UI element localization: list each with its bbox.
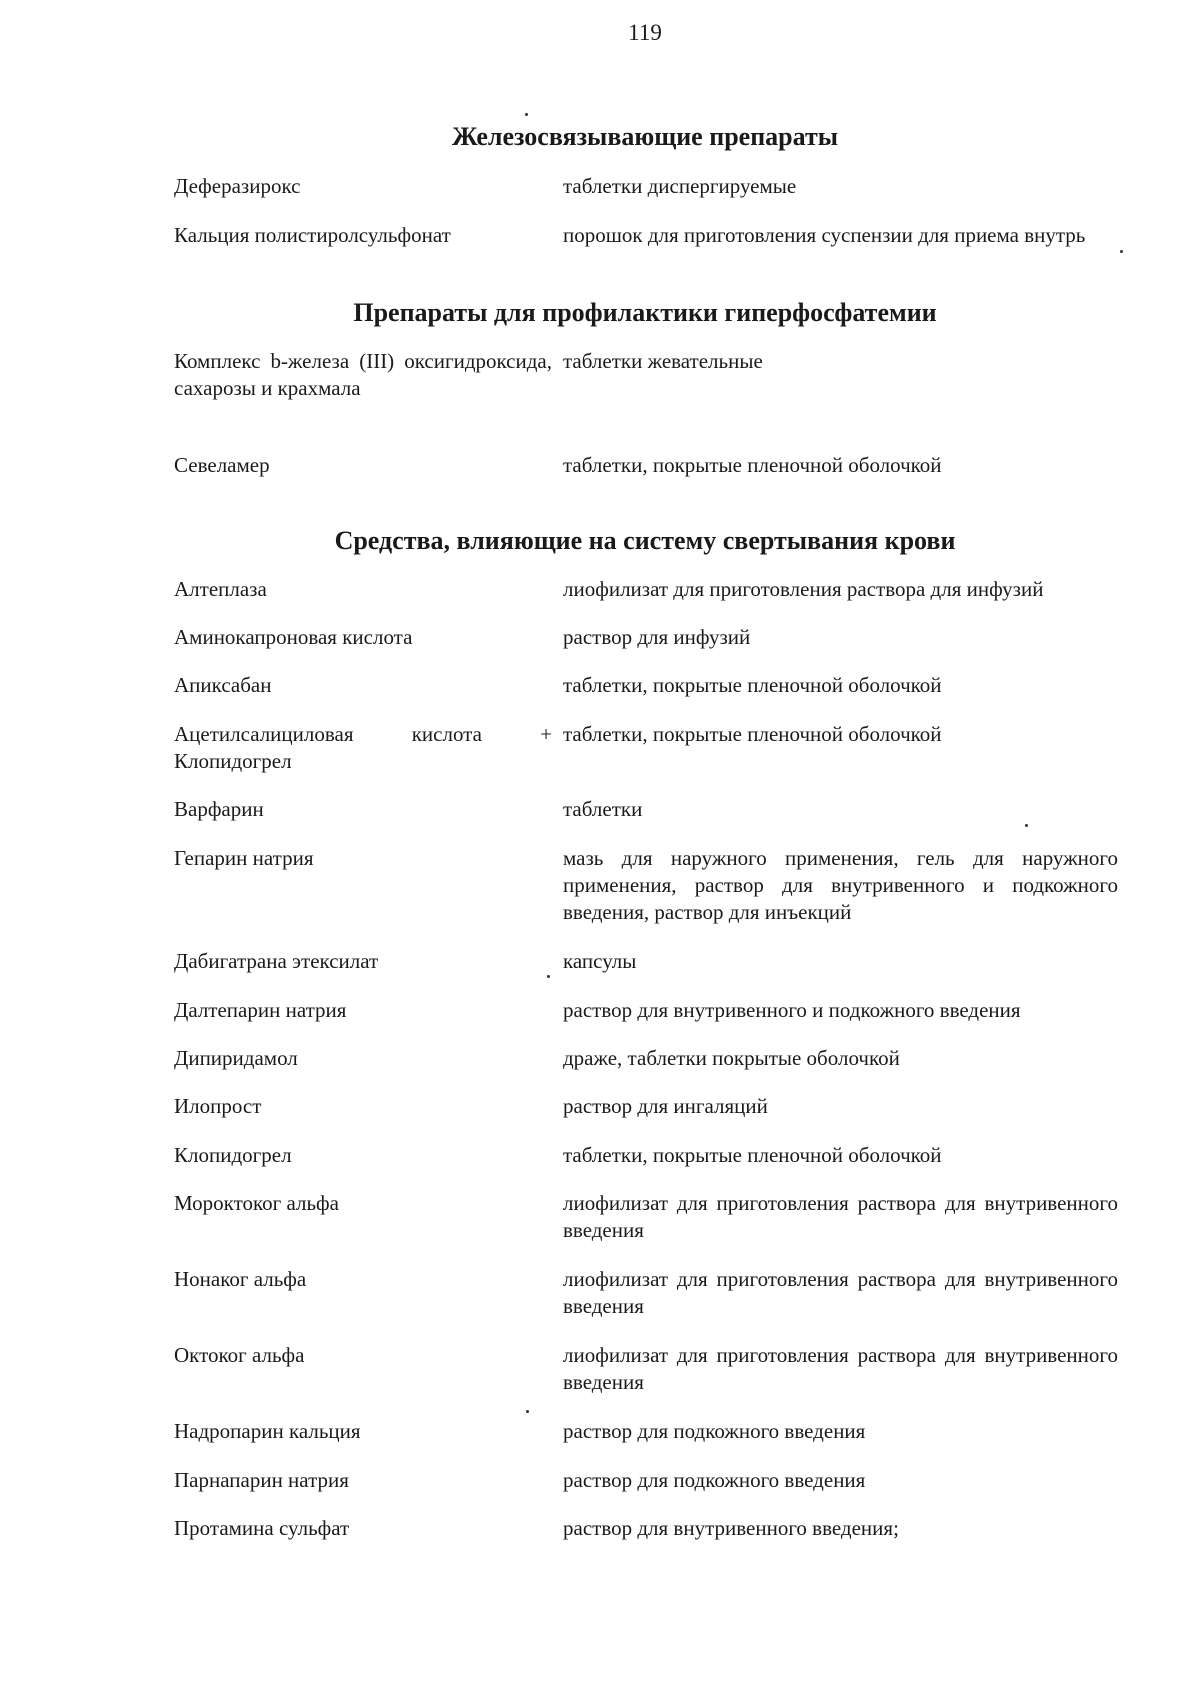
drug-name: Кальция полистиролсульфонат <box>174 223 451 247</box>
drug-form: таблетки, покрытые пленочной оболочкой <box>563 673 942 697</box>
drug-name: Гепарин натрия <box>174 846 314 870</box>
drug-name: Протамина сульфат <box>174 1516 350 1540</box>
section-heading-coagulation: Средства, влияющие на систему свертывания крови <box>334 526 956 555</box>
scan-speck <box>526 1410 529 1413</box>
drug-form: таблетки <box>563 797 643 821</box>
drug-name: Клопидогрел <box>174 1143 292 1167</box>
section-heading-iron-chelators: Железосвязывающие препараты <box>451 122 839 151</box>
drug-name: Аминокапроновая кислота <box>174 625 413 649</box>
drug-form: таблетки, покрытые пленочной оболочкой <box>563 722 942 746</box>
drug-form: раствор для внутривенного введения; <box>563 1516 899 1540</box>
drug-form: капсулы <box>563 949 637 973</box>
drug-name: Севеламер <box>174 453 270 477</box>
drug-form: таблетки диспергируемые <box>563 174 797 198</box>
drug-name: Мороктоког альфа <box>174 1191 339 1215</box>
drug-name: Далтепарин натрия <box>174 998 347 1022</box>
drug-name: Илопрост <box>174 1094 262 1118</box>
drug-name: Надропарин кальция <box>174 1419 361 1443</box>
scan-speck <box>547 975 550 978</box>
drug-form: раствор для подкожного введения <box>563 1419 866 1443</box>
drug-form: таблетки, покрытые пленочной оболочкой <box>563 453 942 477</box>
drug-form: порошок для приготовления суспензии для приема внутрь <box>563 223 1086 247</box>
drug-name: Деферазирокс <box>174 174 301 198</box>
drug-name: Апиксабан <box>174 673 272 697</box>
drug-name: Парнапарин натрия <box>174 1468 349 1492</box>
drug-form: таблетки жевательные <box>563 349 763 373</box>
drug-form: раствор для инфузий <box>563 625 751 649</box>
scan-speck <box>525 113 528 116</box>
drug-name: Нонаког альфа <box>174 1267 307 1291</box>
scan-speck <box>1025 824 1028 827</box>
drug-form: раствор для ингаляций <box>563 1094 768 1118</box>
drug-name: Варфарин <box>174 797 264 821</box>
drug-form: лиофилизат для приготовления раствора для внутривенного введения <box>563 1191 1118 1242</box>
drug-form: лиофилизат для приготовления раствора для инфузий <box>563 577 1044 601</box>
scan-speck <box>1120 250 1123 253</box>
drug-form: раствор для подкожного введения <box>563 1468 866 1492</box>
drug-name: Алтеплаза <box>174 577 267 601</box>
drug-name: Дипиридамол <box>174 1046 298 1070</box>
page-number: 119 <box>628 20 662 45</box>
drug-name: Ацетилсалициловая кислота + Клопидогрел <box>174 722 552 773</box>
drug-form: драже, таблетки покрытые оболочкой <box>563 1046 900 1070</box>
section-heading-hyperphosphatemia: Препараты для профилактики гиперфосфатемии <box>353 298 937 327</box>
drug-form: таблетки, покрытые пленочной оболочкой <box>563 1143 942 1167</box>
drug-name: Дабигатрана этексилат <box>174 949 379 973</box>
drug-name: Комплекс b-железа (III) оксигидроксида, сахарозы и крахмала <box>174 349 552 400</box>
drug-form: лиофилизат для приготовления раствора для внутривенного введения <box>563 1343 1118 1394</box>
drug-name: Октоког альфа <box>174 1343 305 1367</box>
drug-form: лиофилизат для приготовления раствора для внутривенного введения <box>563 1267 1118 1318</box>
drug-form: мазь для наружного применения, гель для наружного применения, раствор для внутривенного и подкожного введения, раствор для инъекций <box>563 846 1118 924</box>
drug-form: раствор для внутривенного и подкожного введения <box>563 998 1021 1022</box>
